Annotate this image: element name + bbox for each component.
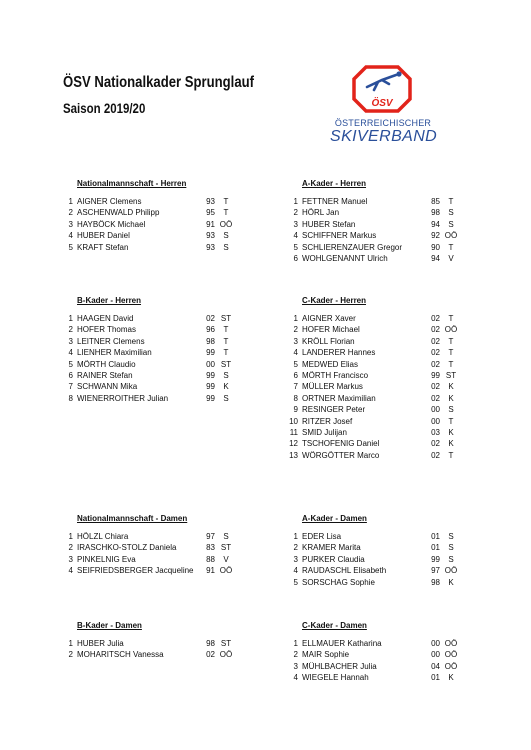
roster-title: B-Kader - Herren — [77, 296, 142, 305]
athlete-number: 3 — [293, 219, 298, 229]
athlete-row — [288, 336, 454, 347]
athlete-row — [63, 565, 233, 576]
roster-title: Nationalmannschaft - Herren — [77, 179, 187, 188]
region-code: K — [448, 673, 454, 683]
athlete-name: KRAMER Marita — [302, 543, 361, 553]
athlete-name: MAIR Sophie — [302, 650, 350, 660]
birth-year: 02 — [431, 382, 440, 392]
region-code: K — [448, 382, 454, 392]
region-code: ST — [445, 370, 457, 380]
athlete-number: 2 — [293, 208, 298, 218]
birth-year: 98 — [431, 208, 440, 218]
birth-year: 94 — [431, 253, 440, 263]
athlete-name: TSCHOFENIG Daniel — [302, 439, 380, 449]
athlete-number: 9 — [293, 405, 298, 415]
logo-text-oesterreichischer: ÖSTERREICHISCHER — [334, 118, 432, 128]
athlete-row — [288, 638, 458, 649]
logo-text-skiverband: SKIVERBAND — [330, 128, 438, 145]
roster-block-a-herren — [288, 178, 458, 264]
birth-year: 85 — [431, 197, 440, 206]
athlete-name: LEITNER Clemens — [77, 336, 145, 346]
birth-year: 92 — [431, 231, 440, 241]
region-code: OÖ — [444, 566, 458, 576]
athlete-number: 1 — [293, 639, 298, 648]
roster-block-b-damen — [63, 620, 233, 661]
ski-jumper-icon — [367, 75, 396, 90]
athlete-number: 1 — [68, 639, 73, 648]
region-code: K — [448, 393, 454, 403]
region-code: T — [448, 242, 454, 252]
athlete-number: 1 — [68, 314, 73, 323]
birth-year: 02 — [431, 393, 440, 403]
birth-year: 04 — [431, 661, 440, 671]
athlete-name: AIGNER Clemens — [77, 197, 142, 206]
birth-year: 00 — [431, 650, 440, 660]
athlete-row — [288, 370, 457, 381]
athlete-name: MÖRTH Francisco — [302, 370, 369, 380]
region-code: S — [448, 405, 454, 415]
athlete-number: 2 — [293, 650, 298, 660]
athlete-row — [288, 554, 454, 565]
athlete-row — [288, 324, 458, 335]
region-code: V — [448, 253, 454, 263]
athlete-name: PINKELNIG Eva — [77, 554, 136, 564]
birth-year: 93 — [206, 242, 215, 252]
birth-year: 88 — [206, 554, 215, 564]
athlete-name: HÖRL Jan — [302, 208, 340, 218]
athlete-row — [63, 381, 229, 392]
athlete-number: 1 — [68, 532, 73, 541]
birth-year: 98 — [206, 639, 215, 648]
region-code: K — [448, 439, 454, 449]
athlete-row — [288, 207, 454, 218]
athlete-row — [63, 638, 232, 649]
birth-year: 99 — [206, 370, 215, 380]
athlete-name: WOHLGENANNT Ulrich — [302, 253, 388, 263]
roster-block-c-damen — [288, 620, 458, 684]
birth-year: 99 — [206, 393, 215, 403]
athlete-number: 3 — [68, 219, 73, 229]
athlete-row — [288, 230, 458, 241]
region-code: V — [223, 554, 229, 564]
birth-year: 02 — [206, 650, 215, 660]
birth-year: 97 — [206, 532, 215, 541]
athlete-number: 5 — [68, 242, 73, 252]
birth-year: 97 — [431, 566, 440, 576]
athlete-name: HUBER Daniel — [77, 231, 130, 241]
birth-year: 02 — [431, 325, 440, 335]
athlete-row — [288, 253, 454, 264]
athlete-row — [288, 359, 454, 370]
region-code: T — [448, 348, 454, 358]
athlete-name: RITZER Josef — [302, 416, 353, 426]
region-code: T — [223, 208, 229, 218]
athlete-row — [288, 381, 454, 392]
roster-title: B-Kader - Damen — [77, 621, 142, 630]
region-code: OÖ — [444, 231, 458, 241]
athlete-number: 4 — [68, 231, 73, 241]
birth-year: 00 — [431, 405, 440, 415]
region-code: S — [448, 532, 454, 541]
athlete-row — [288, 347, 454, 358]
athlete-row — [288, 565, 458, 576]
athlete-number: 12 — [289, 439, 298, 449]
region-code: S — [223, 393, 229, 403]
region-code: T — [448, 450, 454, 460]
athlete-number: 5 — [68, 359, 73, 369]
athlete-number: 3 — [293, 336, 298, 346]
birth-year: 91 — [206, 566, 215, 576]
athlete-name: RAUDASCHL Elisabeth — [302, 566, 387, 576]
athlete-number: 2 — [293, 543, 298, 553]
athlete-row — [63, 219, 233, 230]
birth-year: 02 — [431, 314, 440, 323]
athlete-number: 7 — [293, 382, 298, 392]
region-code: OÖ — [444, 639, 458, 648]
birth-year: 98 — [206, 336, 215, 346]
athlete-row — [288, 313, 454, 324]
birth-year: 91 — [206, 219, 215, 229]
athlete-row — [288, 542, 454, 553]
roster-title: A-Kader - Damen — [302, 514, 367, 523]
region-code: OÖ — [219, 650, 233, 660]
athlete-row — [63, 542, 232, 553]
birth-year: 96 — [206, 325, 215, 335]
athlete-number: 2 — [68, 543, 73, 553]
region-code: ST — [220, 543, 232, 553]
region-code: T — [223, 325, 229, 335]
athlete-number: 4 — [68, 566, 73, 576]
athlete-number: 5 — [293, 577, 298, 587]
birth-year: 02 — [431, 439, 440, 449]
birth-year: 99 — [431, 370, 440, 380]
athlete-row — [63, 324, 229, 335]
athlete-name: RESINGER Peter — [302, 405, 366, 415]
athlete-name: MEDWED Elias — [302, 359, 359, 369]
page-title: ÖSV Nationalkader Sprunglauf — [63, 74, 255, 91]
athlete-number: 6 — [293, 253, 298, 263]
athlete-name: LANDERER Hannes — [302, 348, 376, 358]
region-code: S — [223, 242, 229, 252]
athlete-name: SCHIFFNER Markus — [302, 231, 377, 241]
athlete-number: 3 — [68, 554, 73, 564]
birth-year: 94 — [431, 219, 440, 229]
birth-year: 01 — [431, 532, 440, 541]
roster-title: C-Kader - Damen — [302, 621, 367, 630]
athlete-number: 5 — [293, 242, 298, 252]
athlete-name: HAAGEN David — [77, 314, 134, 323]
athlete-number: 2 — [68, 325, 73, 335]
athlete-row — [63, 554, 229, 565]
birth-year: 93 — [206, 197, 215, 206]
roster-title: A-Kader - Herren — [302, 179, 367, 188]
athlete-row — [288, 672, 454, 683]
athlete-name: MÖRTH Claudio — [77, 359, 136, 369]
birth-year: 02 — [431, 450, 440, 460]
region-code: T — [448, 416, 454, 426]
athlete-name: HUBER Julia — [77, 639, 124, 648]
roster-block-a-damen — [288, 513, 458, 588]
athlete-number: 5 — [293, 359, 298, 369]
athlete-number: 2 — [293, 325, 298, 335]
birth-year: 03 — [431, 427, 440, 437]
region-code: ST — [220, 314, 232, 323]
athlete-name: IRASCHKO-STOLZ Daniela — [77, 543, 177, 553]
athlete-number: 4 — [293, 673, 298, 683]
athlete-name: KRÖLL Florian — [302, 336, 355, 346]
athlete-row — [288, 393, 454, 404]
athlete-name: ASCHENWALD Philipp — [77, 208, 160, 218]
athlete-name: AIGNER Xaver — [302, 314, 356, 323]
region-code: OÖ — [219, 566, 233, 576]
athlete-row — [63, 359, 232, 370]
athlete-number: 3 — [293, 661, 298, 671]
birth-year: 00 — [431, 416, 440, 426]
athlete-name: MÜHLBACHER Julia — [302, 661, 377, 671]
region-code: T — [223, 336, 229, 346]
region-code: K — [448, 427, 454, 437]
region-code: ST — [220, 639, 232, 648]
region-code: OÖ — [219, 219, 233, 229]
roster-block-b-herren — [63, 295, 232, 404]
athlete-number: 1 — [68, 197, 73, 206]
osv-logo-emblem — [352, 65, 412, 113]
athlete-number: 8 — [293, 393, 298, 403]
athlete-number: 13 — [289, 450, 298, 460]
athlete-number: 11 — [289, 427, 298, 437]
athlete-number: 3 — [293, 554, 298, 564]
athlete-number: 10 — [289, 416, 298, 426]
region-code: T — [448, 197, 454, 206]
athlete-name: SCHWANN Mika — [77, 382, 138, 392]
region-code: OÖ — [444, 661, 458, 671]
athlete-number: 1 — [293, 197, 298, 206]
region-code: S — [448, 208, 454, 218]
athlete-row — [63, 347, 229, 358]
athlete-row — [63, 230, 229, 241]
roster-block-c-herren — [288, 295, 458, 461]
athlete-name: WIEGELE Hannah — [302, 673, 369, 683]
athlete-name: HUBER Stefan — [302, 219, 356, 229]
athlete-number: 8 — [68, 393, 73, 403]
athlete-row — [288, 649, 458, 660]
athlete-row — [63, 649, 233, 660]
birth-year: 98 — [431, 577, 440, 587]
athlete-row — [288, 531, 454, 542]
athlete-row — [288, 427, 454, 438]
athlete-number: 6 — [68, 370, 73, 380]
birth-year: 93 — [206, 231, 215, 241]
roster-block-nm-damen — [63, 513, 233, 577]
athlete-name: HAYBÖCK Michael — [77, 219, 146, 229]
birth-year: 02 — [431, 336, 440, 346]
athlete-name: WIENERROITHER Julian — [77, 393, 169, 403]
birth-year: 02 — [206, 314, 215, 323]
region-code: T — [448, 336, 454, 346]
athlete-row — [288, 196, 454, 207]
region-code: T — [448, 359, 454, 369]
region-code: T — [223, 348, 229, 358]
athlete-name: HOFER Michael — [302, 325, 360, 335]
region-code: S — [448, 554, 454, 564]
birth-year: 02 — [431, 359, 440, 369]
birth-year: 02 — [431, 348, 440, 358]
athlete-row — [288, 219, 454, 230]
athlete-name: PURKER Claudia — [302, 554, 365, 564]
athlete-row — [63, 196, 229, 207]
athlete-name: SMID Julijan — [302, 427, 347, 437]
athlete-row — [288, 577, 454, 588]
birth-year: 99 — [206, 382, 215, 392]
birth-year: 90 — [431, 242, 440, 252]
region-code: T — [448, 314, 454, 323]
athlete-name: KRAFT Stefan — [77, 242, 129, 252]
athlete-number: 2 — [68, 650, 73, 660]
birth-year: 99 — [431, 554, 440, 564]
athlete-name: MOHARITSCH Vanessa — [77, 650, 164, 660]
birth-year: 95 — [206, 208, 215, 218]
athlete-row — [288, 416, 454, 427]
athlete-name: SEIFRIEDSBERGER Jacqueline — [77, 566, 194, 576]
athlete-row — [288, 438, 454, 449]
athlete-name: MÜLLER Markus — [302, 382, 363, 392]
athlete-row — [63, 370, 229, 381]
region-code: ST — [220, 359, 232, 369]
athlete-name: ELLMAUER Katharina — [302, 639, 382, 648]
region-code: S — [223, 532, 229, 541]
athlete-number: 6 — [293, 370, 298, 380]
birth-year: 99 — [206, 348, 215, 358]
athlete-number: 4 — [293, 348, 298, 358]
athlete-name: ORTNER Maximilian — [302, 393, 376, 403]
region-code: OÖ — [444, 325, 458, 335]
birth-year: 00 — [206, 359, 215, 369]
region-code: T — [223, 197, 229, 206]
svg-text:ÖSV: ÖSV — [371, 98, 393, 109]
athlete-number: 2 — [68, 208, 73, 218]
athlete-name: LIENHER Maximilian — [77, 348, 152, 358]
athlete-number: 4 — [293, 231, 298, 241]
region-code: OÖ — [444, 650, 458, 660]
athlete-number: 7 — [68, 382, 73, 392]
athlete-row — [288, 242, 454, 253]
athlete-row — [63, 531, 229, 542]
athlete-name: WÖRGÖTTER Marco — [302, 450, 380, 460]
birth-year: 83 — [206, 543, 215, 553]
roster-block-nm-herren — [63, 178, 233, 253]
athlete-number: 4 — [293, 566, 298, 576]
athlete-row — [63, 242, 229, 253]
birth-year: 01 — [431, 543, 440, 553]
athlete-name: SCHLIERENZAUER Gregor — [302, 242, 403, 252]
region-code: K — [223, 382, 229, 392]
athlete-number: 3 — [68, 336, 73, 346]
athlete-row — [63, 336, 229, 347]
athlete-name: FETTNER Manuel — [302, 197, 368, 206]
athlete-row — [288, 404, 454, 415]
athlete-number: 4 — [68, 348, 73, 358]
athlete-row — [288, 661, 458, 672]
athlete-name: EDER Lisa — [302, 532, 342, 541]
athlete-name: HOFER Thomas — [77, 325, 136, 335]
athlete-number: 1 — [293, 314, 298, 323]
region-code: K — [448, 577, 454, 587]
athlete-name: HÖLZL Chiara — [77, 532, 129, 541]
region-code: S — [448, 543, 454, 553]
region-code: S — [223, 231, 229, 241]
season-subtitle: Saison 2019/20 — [63, 100, 146, 116]
roster-title: C-Kader - Herren — [302, 296, 367, 305]
athlete-number: 1 — [293, 532, 298, 541]
athlete-name: SORSCHAG Sophie — [302, 577, 375, 587]
athlete-name: RAINER Stefan — [77, 370, 133, 380]
region-code: S — [448, 219, 454, 229]
athlete-row — [63, 313, 232, 324]
birth-year: 01 — [431, 673, 440, 683]
birth-year: 00 — [431, 639, 440, 648]
athlete-row — [288, 450, 454, 461]
athlete-row — [63, 207, 229, 218]
athlete-row — [63, 393, 229, 404]
roster-title: Nationalmannschaft - Damen — [77, 514, 188, 523]
region-code: S — [223, 370, 229, 380]
